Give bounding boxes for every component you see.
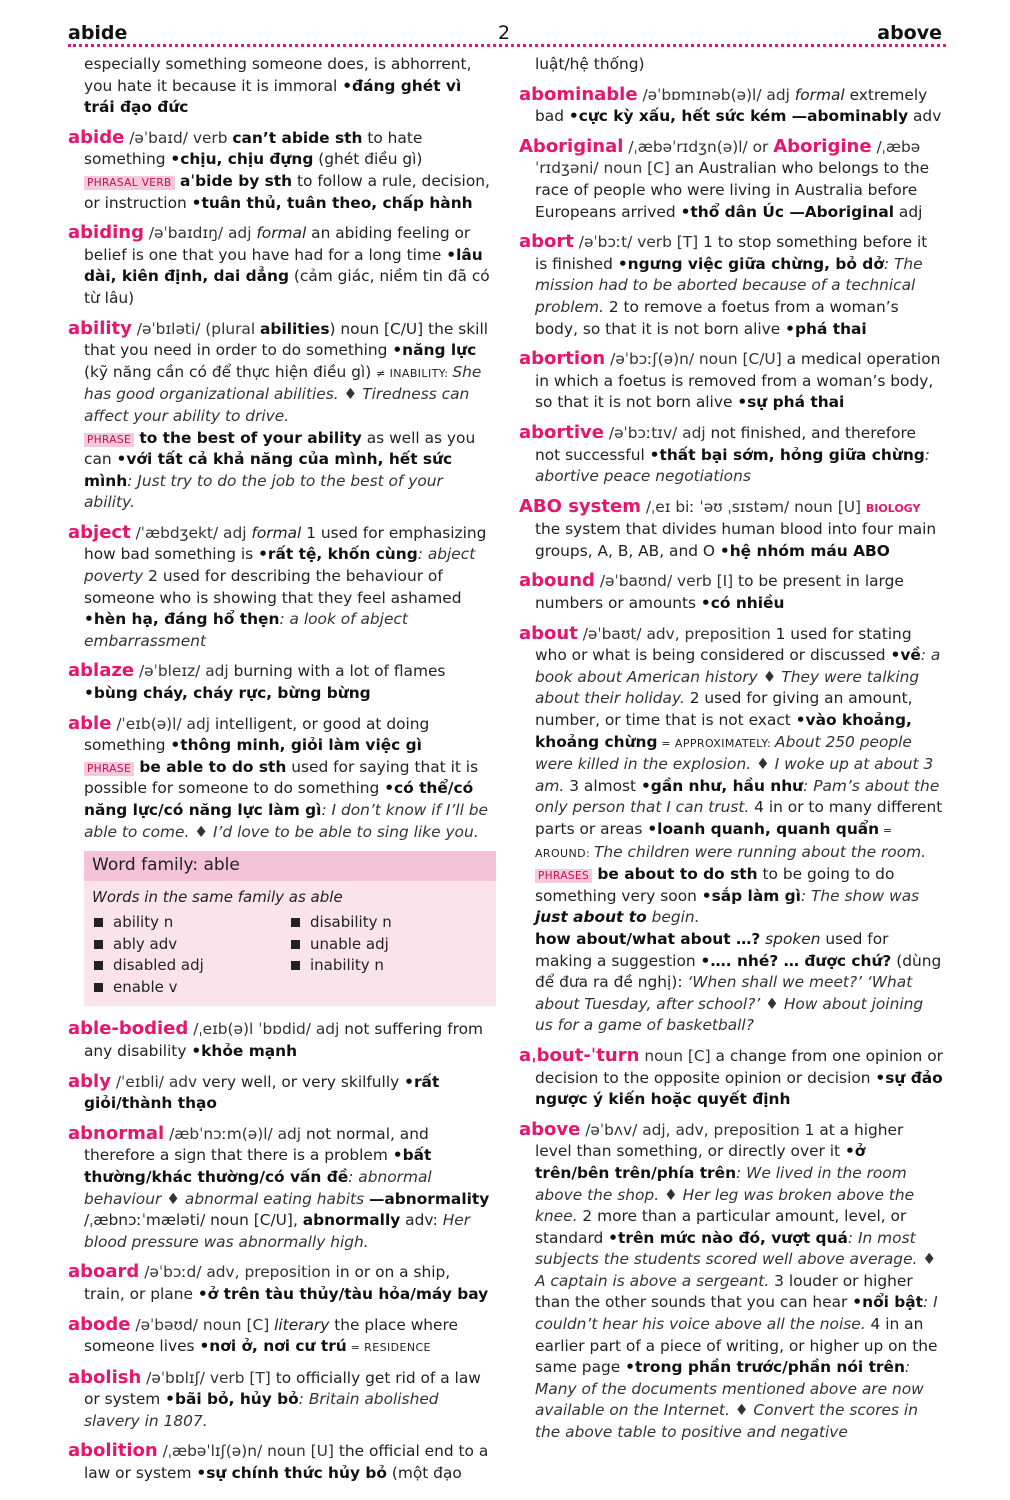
headword: abortive xyxy=(519,421,604,443)
pronunciation: /əˈbaɪdɪŋ/ adj xyxy=(148,224,257,243)
definition: 3 louder or higher than the other sounds that you can hear xyxy=(535,1271,913,1312)
word-family-word: inability n xyxy=(310,956,384,975)
pronunciation: /əˈbaʊt/ adv, preposition xyxy=(582,624,776,643)
headword: aˌbout-ˈturn xyxy=(519,1044,640,1066)
entry-ablaze xyxy=(68,660,493,704)
definition: to be present in large numbers or amounts xyxy=(535,572,904,613)
pronunciation: /əˈbɔːtɪv/ adj xyxy=(608,423,711,442)
definition: to follow a rule, decision, or instruction xyxy=(84,171,490,212)
synonym: = RESIDENCE xyxy=(346,1341,431,1355)
phrase: how about/what about …? xyxy=(535,929,761,948)
definition: to be going to do something very soon xyxy=(535,865,895,905)
header-left-word: abide xyxy=(68,22,128,44)
example: : abortive peace negotiations xyxy=(535,445,930,486)
register: formal xyxy=(251,523,302,542)
headword: abortion xyxy=(519,348,606,370)
definition: the place where someone lives xyxy=(84,1315,458,1356)
headword: abiding xyxy=(68,222,144,244)
translation: •sắp làm gì xyxy=(701,886,801,905)
pronunciation: /əˈbɒmɪnəb(ə)l/ adj xyxy=(642,85,795,104)
example: About 250 people were killed in the explosion. ♦ I woke up at about 3 am. xyxy=(535,732,934,795)
translation: •cực kỳ xấu, hết sức kém xyxy=(568,107,787,126)
headword: abolish xyxy=(68,1366,142,1388)
definition: 1 at a higher level than something, or directly over it xyxy=(535,1120,904,1161)
pronunciation: /æbˈnɔːm(ə)l/ adj xyxy=(169,1124,306,1143)
entry-abolition xyxy=(68,1440,493,1484)
translation: •bất thường/khác thường/có vấn đề xyxy=(84,1146,432,1186)
pronunciation: /ˈeɪb(ə)l/ adj xyxy=(116,714,215,733)
antonym: ≠ INABILITY: xyxy=(376,366,453,380)
translation: •thất bại sớm, hỏng giữa chừng xyxy=(649,445,925,464)
example: : a book about American history ♦ They were talking about their holiday. xyxy=(535,646,941,708)
subject-label: BIOLOGY xyxy=(865,501,921,515)
word-family-box xyxy=(84,851,496,1006)
pronunciation: /ˌeɪb(ə)l ˈbɒdid/ adj xyxy=(193,1020,345,1039)
headword: abort xyxy=(519,231,574,253)
definition: 1 used for emphasizing how bad something is xyxy=(84,523,487,564)
headword: Aboriginal xyxy=(519,135,624,157)
translation: •khỏe mạnh xyxy=(191,1041,298,1060)
pronunciation: /əˈbʌv/ adj, adv, preposition xyxy=(585,1120,805,1139)
definition: not suffering from any disability xyxy=(84,1020,484,1060)
part-of-speech: ) noun [C/U] xyxy=(329,319,429,338)
definition: to hate something xyxy=(84,128,423,169)
definition: the official end to a law or system xyxy=(84,1442,489,1483)
derived-form: —Aboriginal xyxy=(783,202,895,221)
entry-abortion xyxy=(519,348,944,414)
phrases-label: PHRASES xyxy=(535,869,592,883)
phrase: be able to do sth xyxy=(133,757,287,776)
example: : a look of abject embarrassment xyxy=(84,610,408,650)
translation: •sự chính thức hủy bỏ xyxy=(196,1464,387,1483)
entry-aboard xyxy=(68,1261,493,1305)
translation: •năng lực xyxy=(392,341,477,360)
phrase-label: PHRASE xyxy=(84,762,134,776)
definition: not normal, and therefore a sign that there is a problem xyxy=(84,1124,429,1165)
translation: •có thể/có năng lực/có năng lực làm gì xyxy=(84,779,474,819)
pronunciation: /əˈbəʊd/ noun [C] xyxy=(135,1315,275,1334)
headword: ABO system xyxy=(519,495,641,517)
bullet-square-icon xyxy=(94,918,103,927)
definition: in or on a ship, train, or plane xyxy=(84,1263,451,1303)
example: : Pam’s about the only person that I can trust. xyxy=(535,776,940,817)
definition: as well as you can xyxy=(84,428,476,469)
word-family-title: Word family: able xyxy=(84,851,496,881)
note: (kỹ năng cần có để thực hiện điều gì) xyxy=(84,362,377,381)
translation: •ở trên/bên trên/phía trên xyxy=(535,1142,866,1182)
translation: •loanh quanh, quanh quẩn xyxy=(647,820,880,838)
definition: 1 to stop something before it is finished xyxy=(535,233,928,273)
definition: 2 used for describing the behaviour of someone who is showing that they feel ashamed xyxy=(84,567,462,607)
note: (một đạo xyxy=(386,1464,462,1483)
translation: •ở trên tàu thủy/tàu hỏa/máy bay xyxy=(197,1284,489,1303)
bullet-square-icon xyxy=(291,918,300,927)
example: : abnormal behaviour ♦ abnormal eating habits xyxy=(84,1167,432,1208)
entry-abolish xyxy=(68,1367,493,1433)
headword: abolition xyxy=(68,1440,158,1462)
headword: able xyxy=(68,712,112,734)
word-family-subtitle: Words in the same family as able xyxy=(92,887,343,906)
definition: 4 in or to many different parts or areas xyxy=(535,798,943,838)
note: (dùng để đưa ra đề nghị): xyxy=(535,951,942,992)
headword: abject xyxy=(68,521,131,543)
word-family-word: disability n xyxy=(310,913,392,932)
word-family-item xyxy=(94,912,291,934)
example-emphasis: just about to xyxy=(535,908,647,927)
example: : The show was xyxy=(800,886,920,905)
example: : In most subjects the students scored well above average. ♦ A captain is above a sergeant. xyxy=(535,1228,937,1290)
continued-text: luật/hệ thống) xyxy=(535,55,645,73)
translation: •rất tệ, khốn cùng xyxy=(258,545,418,564)
definition: burning with a lot of flames xyxy=(233,662,446,681)
definition: not finished, and therefore not successful xyxy=(535,423,916,464)
pronunciation: /əˈbɪləti/ (plural xyxy=(136,319,261,338)
bullet-square-icon xyxy=(291,940,300,949)
pronunciation: /ˌæbəˈlɪʃ(ə)n/ noun [U] xyxy=(162,1442,339,1461)
pronunciation: /əˈbɔːʃ(ə)n/ noun [C/U] xyxy=(610,350,787,369)
continued-entry xyxy=(68,54,493,119)
pronunciation: noun [C] xyxy=(639,1046,716,1065)
example: : I couldn’t hear his voice above all the noise. xyxy=(535,1293,938,1334)
entry-abortive xyxy=(519,422,944,488)
entry-abnormal xyxy=(68,1123,493,1254)
register: formal xyxy=(256,224,307,243)
definition: the system that divides human blood into four main groups, A, B, AB, and O xyxy=(535,520,937,560)
pronunciation: /ˌæbəˈrɪdʒəni/ noun [C] xyxy=(535,137,921,178)
entry-abiding xyxy=(68,222,493,309)
note: (ghét điều gì) xyxy=(313,150,423,169)
word-family-item xyxy=(94,934,291,956)
phrase: can’t abide sth xyxy=(232,128,363,147)
entry-abo-system xyxy=(519,496,944,563)
headword: about xyxy=(519,622,578,644)
translation: •bùng cháy, cháy rực, bừng bừng xyxy=(84,684,371,703)
definition: an abiding feeling or belief is one that you have had for a long time xyxy=(84,224,471,264)
word-family-list xyxy=(84,912,496,1006)
example: : I don’t know if I’ll be able to come. ♦ I’d love to be able to sing like you. xyxy=(84,801,488,841)
translation: •đáng ghét vì trái đạo đức xyxy=(84,76,462,117)
pronunciation: /ˌæbəˈrɪdʒn(ə)l/ or xyxy=(623,137,774,156)
derived-pos: adv: xyxy=(400,1211,443,1230)
headword-variant: Aborigine xyxy=(773,135,872,157)
translation: •về xyxy=(890,646,921,665)
definition: an Australian who belongs to the race of people who were living in Australia before Europeans arrived xyxy=(535,159,930,221)
example: Her blood pressure was abnormally high. xyxy=(84,1211,471,1251)
word-family-item xyxy=(94,977,291,999)
register: formal xyxy=(794,85,845,104)
plural-form: abilities xyxy=(260,319,330,338)
definition: 2 to remove a foetus from a woman’s body, so that it is not born alive xyxy=(535,297,899,338)
derived-form: —abnormality xyxy=(368,1189,490,1208)
derived-pos: adv xyxy=(908,107,942,126)
word-family-item xyxy=(291,955,488,977)
headword: abide xyxy=(68,126,125,148)
entry-ably xyxy=(68,1071,493,1115)
headword: abnormal xyxy=(68,1122,165,1144)
headword: ability xyxy=(68,317,132,339)
phrase: aˈbide by sth xyxy=(174,171,293,190)
definition: 2 more than a particular amount, level, or standard xyxy=(535,1207,907,1247)
headword: aboard xyxy=(68,1261,140,1283)
left-column xyxy=(68,54,493,1493)
entry-abort xyxy=(519,231,944,340)
derived-pos: adj xyxy=(894,202,923,221)
page-number: 2 xyxy=(498,22,511,44)
pronunciation: /ˈæbdʒekt/ adj xyxy=(135,523,252,542)
synonym: = AROUND: xyxy=(535,824,893,860)
translation: •thông minh, giỏi làm việc gì xyxy=(170,736,422,755)
example: The children were running about the room. xyxy=(593,842,927,861)
register: literary xyxy=(274,1315,330,1334)
entry-above xyxy=(519,1119,944,1444)
pronunciation: /əˈbaɪd/ verb xyxy=(129,128,233,147)
word-family-word: ably adv xyxy=(113,934,178,953)
continued-text: especially something someone does, is abhorrent, you hate it because it is immoral xyxy=(84,55,472,95)
translation: •có nhiều xyxy=(700,594,785,613)
entry-abode xyxy=(68,1314,493,1359)
header-right-word: above xyxy=(877,22,942,44)
entry-about-turn xyxy=(519,1045,944,1111)
headword: abound xyxy=(519,570,595,592)
example: begin. xyxy=(646,908,700,927)
derived-form: —abominably xyxy=(786,107,909,126)
word-family-word: disabled adj xyxy=(113,956,204,975)
headword: abominable xyxy=(519,83,638,105)
definition: 3 almost xyxy=(569,776,641,795)
bullet-square-icon xyxy=(94,983,103,992)
right-column xyxy=(519,54,944,1452)
example: : The mission had to be aborted because of a technical problem. xyxy=(535,254,923,316)
entry-able xyxy=(68,713,493,844)
pronunciation: /əˈbɔːt/ verb [T] xyxy=(578,233,704,252)
definition: very well, or very skilfully xyxy=(202,1072,405,1091)
phrase: to the best of your ability xyxy=(133,428,362,447)
word-family-item xyxy=(291,912,488,934)
translation: •rất giỏi/thành thạo xyxy=(84,1072,440,1113)
translation: •với tất cả khả năng của mình, hết sức mình xyxy=(84,450,453,490)
pronunciation: /ˌeɪ biː ˈəʊ ˌsɪstəm/ noun [U] xyxy=(640,497,866,516)
synonym: = APPROXIMATELY: xyxy=(657,736,776,750)
pronunciation: /əˈbɔːd/ adv, preposition xyxy=(144,1263,336,1282)
definition: the skill that you need in order to do something xyxy=(84,319,489,360)
bullet-square-icon xyxy=(291,961,300,970)
example: ‘When shall we meet?’ ‘What about Tuesday, after school?’ ♦ How about joining us for a game of basketball? xyxy=(535,973,924,1035)
translation: •ngưng việc giữa chừng, bỏ dở xyxy=(617,254,884,273)
bullet-square-icon xyxy=(94,961,103,970)
translation: •trên mức nào đó, vượt quá xyxy=(608,1228,848,1247)
pronunciation: /ˈeɪbli/ adv xyxy=(115,1072,203,1091)
entry-abject xyxy=(68,522,493,653)
entry-abide xyxy=(68,127,493,214)
pronunciation: /əˈbɒlɪʃ/ verb [T] xyxy=(146,1368,276,1387)
headword: able-bodied xyxy=(68,1018,189,1040)
entry-aboriginal xyxy=(519,136,944,223)
entry-ability xyxy=(68,318,493,514)
definition: used for saying that it is possible for someone to do something xyxy=(84,757,479,798)
translation: •trong phần trước/phần nói trên xyxy=(625,1358,905,1377)
example: She has good organizational abilities. ♦ Tiredness can affect your ability to drive. xyxy=(84,362,482,425)
definition: extremely bad xyxy=(535,85,928,126)
example: : abject poverty xyxy=(84,545,476,586)
derived-form: abnormally xyxy=(302,1211,401,1230)
entry-abominable xyxy=(519,84,944,128)
definition: 4 in an earlier part of a piece of writing, or higher up on the same page xyxy=(535,1315,938,1377)
definition: intelligent, or good at doing something xyxy=(84,714,430,755)
example: : Just try to do the job to the best of your ability. xyxy=(84,471,443,512)
word-family-item xyxy=(94,955,291,977)
translation: •sự đảo ngược ý kiến hoặc quyết định xyxy=(535,1068,943,1109)
phrase-label: PHRASE xyxy=(84,433,134,447)
translation: •chịu, chịu đựng xyxy=(170,150,314,169)
translation: •nổi bật xyxy=(852,1293,924,1312)
phrase: be about to do sth xyxy=(592,865,758,884)
headword: ablaze xyxy=(68,660,135,682)
definition: used for making a suggestion xyxy=(535,929,889,970)
register: spoken xyxy=(760,929,821,948)
headword: ably xyxy=(68,1070,111,1092)
headword: abode xyxy=(68,1313,131,1335)
example: : We lived in the room above the shop. ♦ Her leg was broken above the knee. xyxy=(535,1163,915,1226)
phrasal-verb-label: PHRASAL VERB xyxy=(84,176,175,190)
header-divider xyxy=(68,44,946,47)
definition: 2 used for giving an amount, number, or time that is not exact xyxy=(535,689,913,730)
entry-abound xyxy=(519,570,944,614)
translation: •thổ dân Úc xyxy=(680,202,784,221)
translation: •vào khoảng, khoảng chừng xyxy=(535,711,912,751)
headword: above xyxy=(519,1118,581,1140)
example: : Britain abolished slavery in 1807. xyxy=(84,1390,439,1430)
translation: •lâu dài, kiên định, dai dẳng xyxy=(84,245,483,286)
definition: a medical operation in which a foetus is removed from a woman’s body, so that it is not born alive xyxy=(535,350,941,412)
definition: to officially get rid of a law or system xyxy=(84,1368,481,1409)
translation: •nơi ở, nơi cư trú xyxy=(199,1337,347,1356)
entry-about xyxy=(519,623,944,1037)
definition: a change from one opinion or decision to the opposite opinion or decision xyxy=(535,1046,943,1087)
word-family-item xyxy=(291,934,488,956)
note: (cảm giác, niềm tin đã có từ lâu) xyxy=(84,267,490,307)
pronunciation: /əˈbaʊnd/ verb [I] xyxy=(599,572,739,591)
continued-entry xyxy=(519,54,944,76)
entry-able-bodied xyxy=(68,1018,493,1062)
translation: •gần như, hầu như xyxy=(640,776,804,795)
translation: •hệ nhóm máu ABO xyxy=(719,541,890,560)
translation: •bãi bỏ, hủy bỏ xyxy=(165,1390,299,1409)
translation: •tuân thủ, tuân theo, chấp hành xyxy=(191,193,473,212)
translation: •hèn hạ, đáng hổ thẹn xyxy=(84,610,280,629)
word-family-word: unable adj xyxy=(310,934,389,953)
word-family-word: enable v xyxy=(113,977,178,996)
translation: •…. nhé? … được chứ? xyxy=(700,951,892,970)
word-family-word: ability n xyxy=(113,913,174,932)
pronunciation: /əˈbleɪz/ adj xyxy=(138,662,234,681)
translation: •sự phá thai xyxy=(737,393,845,412)
example: : Many of the documents mentioned above are now available on the Internet. ♦ Convert the scores in the above table to positive and negative xyxy=(535,1358,924,1442)
bullet-square-icon xyxy=(94,940,103,949)
definition: 1 used for stating who or what is being considered or discussed xyxy=(535,624,912,665)
derived-pos: /ˌæbnɔːˈmæləti/ noun [C/U], xyxy=(84,1211,303,1230)
translation: •phá thai xyxy=(785,319,867,338)
